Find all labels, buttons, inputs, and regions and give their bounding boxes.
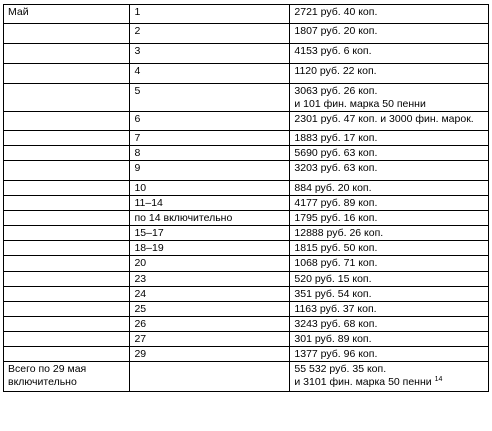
amount-value: 1163 руб. 37 коп. — [294, 303, 377, 315]
month-cell — [4, 256, 130, 272]
table-row — [4, 241, 489, 256]
day-cell — [130, 5, 290, 24]
day-cell — [130, 161, 290, 181]
table-row — [4, 256, 489, 272]
total-label-line-1: Всего по 29 мая — [8, 363, 87, 375]
day-cell — [130, 64, 290, 84]
total-row-group — [4, 362, 489, 392]
table-row — [4, 131, 489, 146]
amount-cell — [290, 24, 489, 44]
footnote-marker: 14 — [434, 376, 443, 383]
amount-value: 1120 руб. 22 коп. — [294, 65, 377, 77]
amount-value: 301 руб. 89 коп. — [294, 333, 372, 345]
month-cell — [4, 332, 130, 347]
month-cell — [4, 181, 130, 196]
day-cell — [130, 211, 290, 226]
month-label: Май — [8, 6, 29, 18]
amount-value: 4153 руб. 6 коп. — [294, 45, 372, 57]
amount-cell — [290, 211, 489, 226]
amount-value: и 101 фин. марка 50 пенни — [294, 98, 426, 110]
month-cell — [4, 317, 130, 332]
day-value: 5 — [134, 85, 141, 97]
amount-cell — [290, 317, 489, 332]
day-value: 8 — [134, 147, 141, 159]
amount-cell — [290, 131, 489, 146]
day-cell — [130, 24, 290, 44]
amount-value: 1068 руб. 71 коп. — [294, 257, 378, 269]
table-row — [4, 332, 489, 347]
amount-cell — [290, 146, 489, 161]
table-row — [4, 146, 489, 161]
month-cell — [4, 44, 130, 64]
amount-value: 520 руб. 15 коп. — [294, 273, 372, 285]
amount-cell — [290, 44, 489, 64]
amount-cell — [290, 256, 489, 272]
day-value: 3 — [134, 45, 141, 57]
day-cell — [130, 196, 290, 211]
day-value: 18–19 — [134, 242, 164, 254]
table-row — [4, 24, 489, 44]
day-value: 7 — [134, 132, 141, 144]
amount-value: 1795 руб. 16 коп. — [294, 212, 378, 224]
month-cell — [4, 241, 130, 256]
table-row — [4, 64, 489, 84]
total-amount-line-1: 55 532 руб. 35 коп. — [294, 363, 387, 375]
day-value: 29 — [134, 348, 147, 360]
table-row — [4, 84, 489, 112]
day-cell — [130, 272, 290, 287]
day-cell — [130, 112, 290, 131]
table-row — [4, 302, 489, 317]
day-value: 10 — [134, 182, 147, 194]
month-cell — [4, 131, 130, 146]
amount-value: 1807 руб. 20 коп. — [294, 25, 378, 37]
amount-cell — [290, 64, 489, 84]
day-value: 11–14 — [134, 197, 163, 209]
amount-cell — [290, 84, 489, 112]
day-value: 26 — [134, 318, 147, 330]
table-row — [4, 5, 489, 24]
amount-value: 2721 руб. 40 коп. — [294, 6, 378, 18]
amount-cell — [290, 181, 489, 196]
amount-cell — [290, 332, 489, 347]
table-row — [4, 347, 489, 362]
month-cell — [4, 112, 130, 131]
table-row — [4, 272, 489, 287]
amount-value: 884 руб. 20 коп. — [294, 182, 372, 194]
amount-cell — [290, 161, 489, 181]
day-cell — [130, 287, 290, 302]
total-day-cell — [130, 362, 290, 392]
payments-table-body — [4, 5, 489, 362]
month-cell — [4, 287, 130, 302]
amount-value: 351 руб. 54 коп. — [294, 288, 372, 300]
amount-cell — [290, 241, 489, 256]
amount-value: 3243 руб. 68 коп. — [294, 318, 378, 330]
day-value: по 14 включительно — [134, 212, 233, 224]
day-cell — [130, 131, 290, 146]
amount-value: 3063 руб. 26 коп. — [294, 85, 378, 97]
table-row — [4, 196, 489, 211]
amount-cell — [290, 302, 489, 317]
day-cell — [130, 302, 290, 317]
table-row — [4, 317, 489, 332]
month-cell — [4, 84, 130, 112]
day-cell — [130, 84, 290, 112]
day-value: 9 — [134, 162, 141, 174]
amount-cell — [290, 5, 489, 24]
amount-value: 1883 руб. 17 коп. — [294, 132, 378, 144]
amount-cell — [290, 112, 489, 131]
day-cell — [130, 347, 290, 362]
table-row — [4, 226, 489, 241]
amount-value: 4177 руб. 89 коп. — [294, 197, 378, 209]
day-value: 23 — [134, 273, 147, 285]
amount-cell — [290, 287, 489, 302]
table-row — [4, 181, 489, 196]
amount-cell — [290, 347, 489, 362]
month-cell — [4, 146, 130, 161]
day-cell — [130, 332, 290, 347]
day-cell — [130, 146, 290, 161]
month-cell — [4, 272, 130, 287]
payments-table — [3, 4, 489, 392]
amount-value: 12888 руб. 26 коп. — [294, 227, 384, 239]
day-cell — [130, 44, 290, 64]
table-row — [4, 211, 489, 226]
day-cell — [130, 241, 290, 256]
month-cell — [4, 5, 130, 24]
day-value: 4 — [134, 65, 141, 77]
table-row — [4, 44, 489, 64]
total-amount-cell — [290, 362, 489, 392]
total-amount-line-2-text: и 3101 фин. марка 50 пенни — [294, 376, 432, 388]
total-amount-line-2 — [294, 376, 484, 389]
amount-cell — [290, 196, 489, 211]
month-cell — [4, 211, 130, 226]
day-value: 2 — [134, 25, 141, 37]
table-row — [4, 161, 489, 181]
amount-cell — [290, 226, 489, 241]
amount-value: 5690 руб. 63 коп. — [294, 147, 378, 159]
day-value: 25 — [134, 303, 147, 315]
amount-value: 1377 руб. 96 коп. — [294, 348, 378, 360]
table-row — [4, 287, 489, 302]
day-value: 1 — [134, 6, 141, 18]
month-cell — [4, 24, 130, 44]
total-label-line-2: включительно — [8, 376, 77, 388]
amount-value: 1815 руб. 50 коп. — [294, 242, 378, 254]
day-cell — [130, 226, 290, 241]
month-cell — [4, 226, 130, 241]
amount-value: 2301 руб. 47 коп. и 3000 фин. марок. — [294, 113, 474, 125]
day-cell — [130, 256, 290, 272]
month-cell — [4, 64, 130, 84]
month-cell — [4, 347, 130, 362]
day-cell — [130, 181, 290, 196]
day-cell — [130, 317, 290, 332]
month-cell — [4, 161, 130, 181]
day-value: 20 — [134, 257, 147, 269]
table-row — [4, 112, 489, 131]
day-value: 24 — [134, 288, 147, 300]
month-cell — [4, 302, 130, 317]
day-value: 27 — [134, 333, 147, 345]
day-value: 15–17 — [134, 227, 164, 239]
amount-cell — [290, 272, 489, 287]
total-label-cell — [4, 362, 130, 392]
day-value: 6 — [134, 113, 141, 125]
amount-value: 3203 руб. 63 коп. — [294, 162, 378, 174]
month-cell — [4, 196, 130, 211]
total-row — [4, 362, 489, 392]
